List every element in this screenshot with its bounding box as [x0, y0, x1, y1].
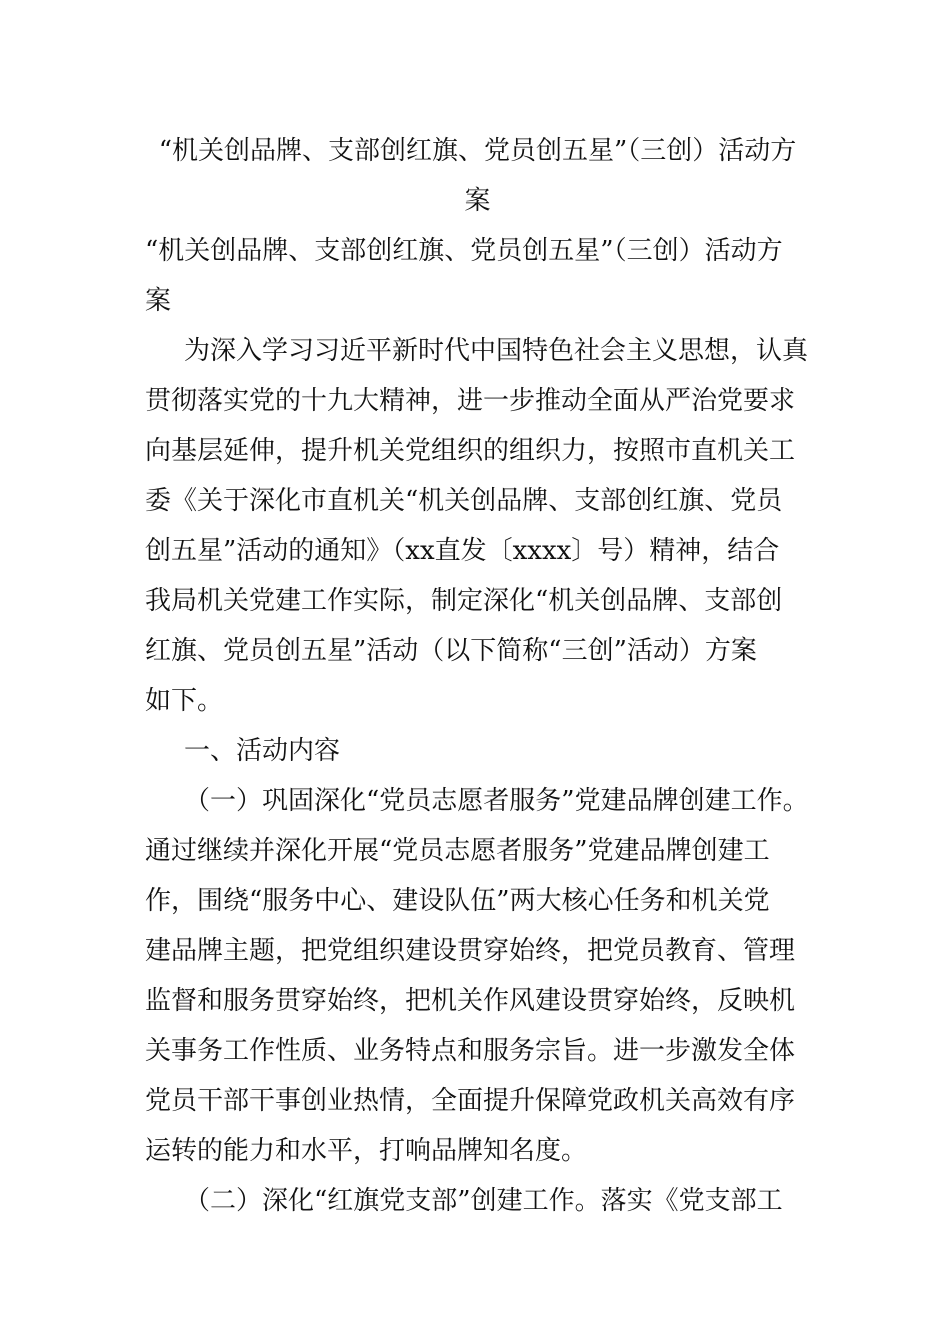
- intro-line-7: 红旗、党员创五星”活动（以下简称“三创”活动）方案: [145, 636, 757, 666]
- title-line-1: “机关创品牌、支部创红旗、党员创五星”（三创）活动方: [158, 136, 797, 166]
- section-1-heading: 一、活动内容: [184, 736, 341, 766]
- title-line-2: 案: [464, 186, 491, 216]
- item-1-line-4: 建品牌主题，把党组织建设贯穿始终，把党员教育、管理: [145, 936, 796, 966]
- title-repeat-line-1: “机关创品牌、支部创红旗、党员创五星”（三创）活动方: [145, 236, 783, 266]
- item-1-line-5: 监督和服务贯穿始终，把机关作风建设贯穿始终，反映机: [145, 986, 796, 1016]
- item-1-line-8: 运转的能力和水平，打响品牌知名度。: [145, 1136, 588, 1166]
- intro-line-6: 我局机关党建工作实际，制定深化“机关创品牌、支部创: [145, 586, 783, 616]
- intro-line-3: 向基层延伸，提升机关党组织的组织力，按照市直机关工: [145, 436, 796, 466]
- item-2-line-1: （二）深化“红旗党支部”创建工作。落实《党支部工: [184, 1186, 783, 1216]
- item-1-line-1: （一）巩固深化“党员志愿者服务”党建品牌创建工作。: [184, 786, 809, 816]
- item-1-line-6: 关事务工作性质、业务特点和服务宗旨。进一步激发全体: [145, 1036, 796, 1066]
- intro-line-2: 贯彻落实党的十九大精神，进一步推动全面从严治党要求: [145, 386, 796, 416]
- item-1-line-3: 作，围绕“服务中心、建设队伍”两大核心任务和机关党: [145, 886, 770, 916]
- item-1-line-2: 通过继续并深化开展“党员志愿者服务”党建品牌创建工: [145, 836, 770, 866]
- intro-line-1: 为深入学习习近平新时代中国特色社会主义思想，认真: [184, 336, 809, 366]
- intro-line-5: 创五星”活动的通知》（xx直发〔xxxx〕号）精神，结合: [145, 536, 780, 566]
- intro-line-8: 如下。: [145, 686, 224, 716]
- item-1-line-7: 党员干部干事创业热情，全面提升保障党政机关高效有序: [145, 1086, 796, 1116]
- title-repeat-line-2: 案: [145, 286, 172, 316]
- intro-line-4: 委《关于深化市直机关“机关创品牌、支部创红旗、党员: [145, 486, 783, 516]
